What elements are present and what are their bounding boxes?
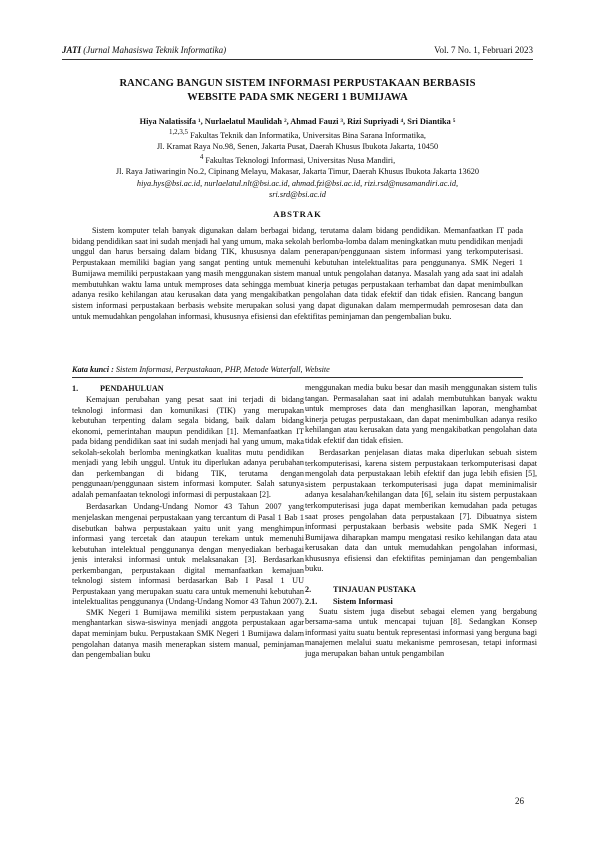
subsection-number: 2.1. [305, 596, 318, 606]
paragraph: Berdasarkan penjelasan diatas maka diperlukan sebuah sistem terkomputerisasi, karena sistem perpustakaan terkomputerisasi dapat mengolah data perpustakaan lebih efektif dan juga lebih efisien [5], sistem perpustakaan terkomputerisasi juga dapat meminimalisir adanya kesalahan/kehilangan data [6], selain itu sistem perpustakaan terkomputerisasi juga dapat memberikan kemudahan pada petugas saat proses pengolahan data perpustakaan [7]. Dibuatnya sistem informasi perpustakaan berbasis website pada SMK Negeri 1 Bumijawa diharapkan mampu mengatasi resiko kehilangan data atau kerusakan data dan untuk memudahkan pengolahan informasi, khususnya efisiensi dan efektifitas peminjaman dan pengembalian buku. [305, 448, 537, 574]
section-title: TINJAUAN PUSTAKA [333, 584, 416, 594]
journal-volume: Vol. 7 No. 1, Februari 2023 [434, 45, 533, 55]
author-names: Hiya Nalatissifa ¹, Nurlaelatul Maulidah ², Ahmad Fauzi ³, Rizi Supriyadi ⁴, Sri Diantika ⁵ [139, 117, 456, 126]
journal-short-name: JATI [62, 45, 82, 55]
address-2: Jl. Raya Jatiwaringin No.2, Cipinang Melayu, Makasar, Jakarta Timur, Daerah Khusus Ibukota Jakarta 13620 [115, 167, 480, 177]
paragraph: Kemajuan perubahan yang pesat saat ini terjadi di bidang teknologi informasi dan komunikasi (TIK) yang merupakan kebutuhan terpenting dalam segala bidang, baik dalam bidang ekonomi, pemerintahan maupun pendidikan [1]. Memanfaatkan IT pada bidang pendidikan saat ini sudah menjadi hal yang umum, maka sekolah-sekolah berlomba meningkatkan kualitas mutu pendidikan menjadi yang lebih unggul. Untuk itu diperlukan adanya perubahan dan perkembangan di bidang TIK, terutama dengan penggunaan/penggunaan sistem informasi komputer. Salah satunya adalah pemanfaatan teknologi informasi di perpustakaan [2]. [72, 395, 304, 499]
affiliation-2 [40, 152, 555, 166]
author-emails-1: hiya.hys@bsi.ac.id, nurlaelatul.nlt@bsi.ac.id, ahmad.fzi@bsi.ac.id, rizi.rsd@nusamandiri.ac.id, [136, 178, 459, 188]
paragraph: Suatu sistem juga disebut sebagai elemen yang bergabung bersama-sama untuk mencapai tujuan [8]. Sedangkan Konsep informasi yaitu suatu bentuk representasi informasi yang berguna bagi manajemen melalui suatu mekanisme pemrosesan, tetapi informasi juga merupakan bahan untuk pengambilan [305, 606, 537, 659]
paper-title [62, 77, 533, 105]
keywords-label: Kata kunci : [72, 365, 114, 374]
keywords [72, 364, 523, 375]
author-block [40, 116, 555, 200]
address-1: Jl. Kramat Raya No.98, Senen, Jakarta Pusat, Daerah Khusus Ibukota Jakarta, 10450 [156, 142, 439, 152]
section-heading-2 [305, 584, 537, 595]
body-column-right [305, 383, 537, 660]
body-column-left [72, 383, 304, 661]
section-number: 1. [72, 384, 79, 393]
affiliation-1-text: Fakultas Teknik dan Informatika, Universitas Bina Sarana Informatika, [190, 130, 426, 140]
affiliation-2-mark: 4 [199, 154, 204, 162]
section-number: 2. [305, 584, 312, 594]
subsection-title: Sistem Informasi [333, 596, 393, 606]
journal-name [62, 44, 226, 57]
paragraph: menggunakan media buku besar dan masih menggunakan sistem tulis tangan. Permasalahan saat ini adalah membutuhkan banyak waktu untuk memproses data dan menghasilkan laporan, menghambat kinerja petugas perpustakaan, dan dapat menimbulkan adanya resiko kehilangan atau kerusakan data yang mengakibatkan pengolahan data tidak efektif dan tidak efisien. [305, 383, 537, 445]
keywords-divider [72, 377, 523, 378]
paragraph: SMK Negeri 1 Bumijawa memiliki sistem perpustakaan yang menghantarkan siswa-siswinya menjadi anggota perpustakaan agar dapat meminjam buku. Perpustakaan SMK Negeri 1 Bumijawa dalam pengolahan datanya masih menerapkan sistem manual, peminjaman dan pengembalian buku [72, 607, 304, 660]
title-line-2: WEBSITE PADA SMK NEGERI 1 BUMIJAWA [187, 92, 408, 103]
affiliation-1 [40, 127, 555, 141]
paragraph: Berdasarkan Undang-Undang Nomor 43 Tahun 2007 yang menjelaskan mengenai perpustakaan yang tercantum di Pasal 1 Bab 1 disebutkan bahwa perpustakaan yaitu unit yang menghimpun informasi yang tercetak dan ataupun terekam untuk memenuhi kebutuhan intelektual penggunanya dengan menyediakan berbagai jenis interaksi informasi untuk melaksanakan [3]. Berdasarkan perkembangan, perpustakaan digital memanfaatkan kemajuan teknologi sistem informasi berdasarkan Bab I Pasal 1 UU Perpustakaan yang merupakan suatu cara untuk memenuhi kebutuhan intelektualitas penggunanya (Undang-Undang Nomor 43 Tahun 2007). [72, 502, 304, 607]
abstract-heading: ABSTRAK [273, 209, 322, 219]
section-title: PENDAHULUAN [100, 384, 164, 393]
page-number: 26 [515, 796, 524, 806]
author-emails-2: sri.srd@bsi.ac.id [269, 189, 326, 199]
affiliation-1-marks: 1,2,3,5 [169, 129, 188, 137]
running-header [62, 44, 533, 60]
journal-long-name: (Jurnal Mahasiswa Teknik Informatika) [83, 45, 227, 55]
section-heading-1 [72, 383, 304, 394]
keywords-value: Sistem Informasi, Perpustakaan, PHP, Metode Waterfall, Website [115, 365, 330, 374]
abstract-text: Sistem komputer telah banyak digunakan dalam berbagai bidang, terutama dalam bidang pendidikan. Memanfaatkan IT pada bidang pendidikan saat ini sudah menjadi hal yang umum, maka sekolah berlomba-lomba dalam meningkatkan mutu pendidikan menjadi unggul dan harus bersaing dalam bidang TIK, khususnya dalam penerapan/penggunaan sistem informasi yang terkomputerisasi. Perpustakaan memiliki bagian yang sangat penting untuk memenuhi kebutuhan intelektualitas para penggunanya. SMK Negeri 1 Bumijawa memiliki perpustakaan yang masih menggunakan sistem manual untuk pengolahan datanya. Masalah yang ada saat ini adalah membutuhkan waktu lama untuk memproses data sehingga membuat kinerja petugas perpustakaan terhambat dan dapat menimbulkan adanya resiko kehilangan atau kerusakan data yang mengakibatkan pengolahan data tidak efektif dan tidak efisien. Rancang bangun sistem informasi perpustakaan berbasis website merupakan solusi yang dapat digunakan dalam mempermudah pemrosesan data dan untuk memudahkan pengolahan informasi, khususnya efisiensi dan efektifitas peminjaman dan pengembalian buku. [72, 226, 523, 321]
affiliation-2-text: Fakultas Teknologi Informasi, Universitas Nusa Mandiri, [205, 156, 396, 166]
title-line-1: RANCANG BANGUN SISTEM INFORMASI PERPUSTAKAAN BERBASIS [119, 78, 476, 89]
subsection-heading-2-1 [305, 596, 537, 607]
